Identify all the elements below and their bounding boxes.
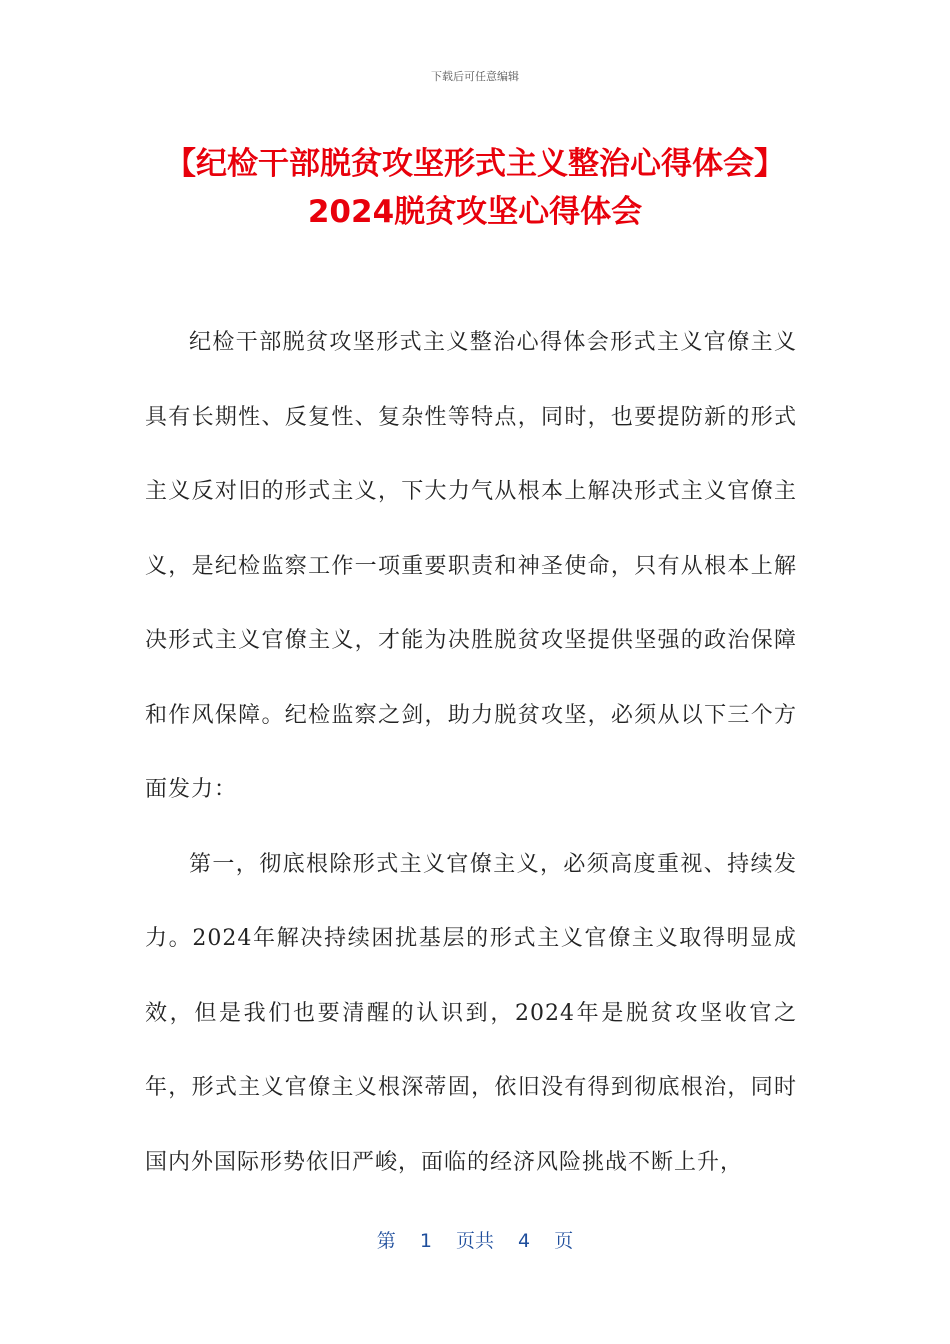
document-title: 【纪检干部脱贫攻坚形式主义整治心得体会】2024脱贫攻坚心得体会 <box>165 146 785 230</box>
paragraph: 第一，彻底根除形式主义官僚主义，必须高度重视、持续发力。2024年解决持续困扰基层的形式主义官僚主义取得明显成效，但是我们也要清醒的认识到，2024年是脱贫攻坚收官之年，形式主义官僚主义根深蒂固，依旧没有得到彻底根治，同时国内外国际形势依旧严峻，面临的经济风险挑战不断上升， <box>145 851 797 1175</box>
page-middle: 页共 <box>455 1230 494 1252</box>
page-suffix: 页 <box>554 1230 574 1252</box>
document-body <box>145 306 797 1200</box>
page-prefix: 第 <box>376 1230 396 1252</box>
header-note: 下载后可任意编辑 <box>431 70 519 83</box>
paragraph: 纪检干部脱贫攻坚形式主义整治心得体会形式主义官僚主义具有长期性、反复性、复杂性等特点，同时，也要提防新的形式主义反对旧的形式主义，下大力气从根本上解决形式主义官僚主义，是纪检监察工作一项重要职责和神圣使命，只有从根本上解决形式主义官僚主义，才能为决胜脱贫攻坚提供坚强的政治保障和作风保障。纪检监察之剑，助力脱贫攻坚，必须从以下三个方面发力： <box>145 330 797 802</box>
total-pages: 4 <box>518 1230 531 1252</box>
page-footer <box>0 1226 950 1253</box>
page-number: 1 <box>419 1230 432 1252</box>
